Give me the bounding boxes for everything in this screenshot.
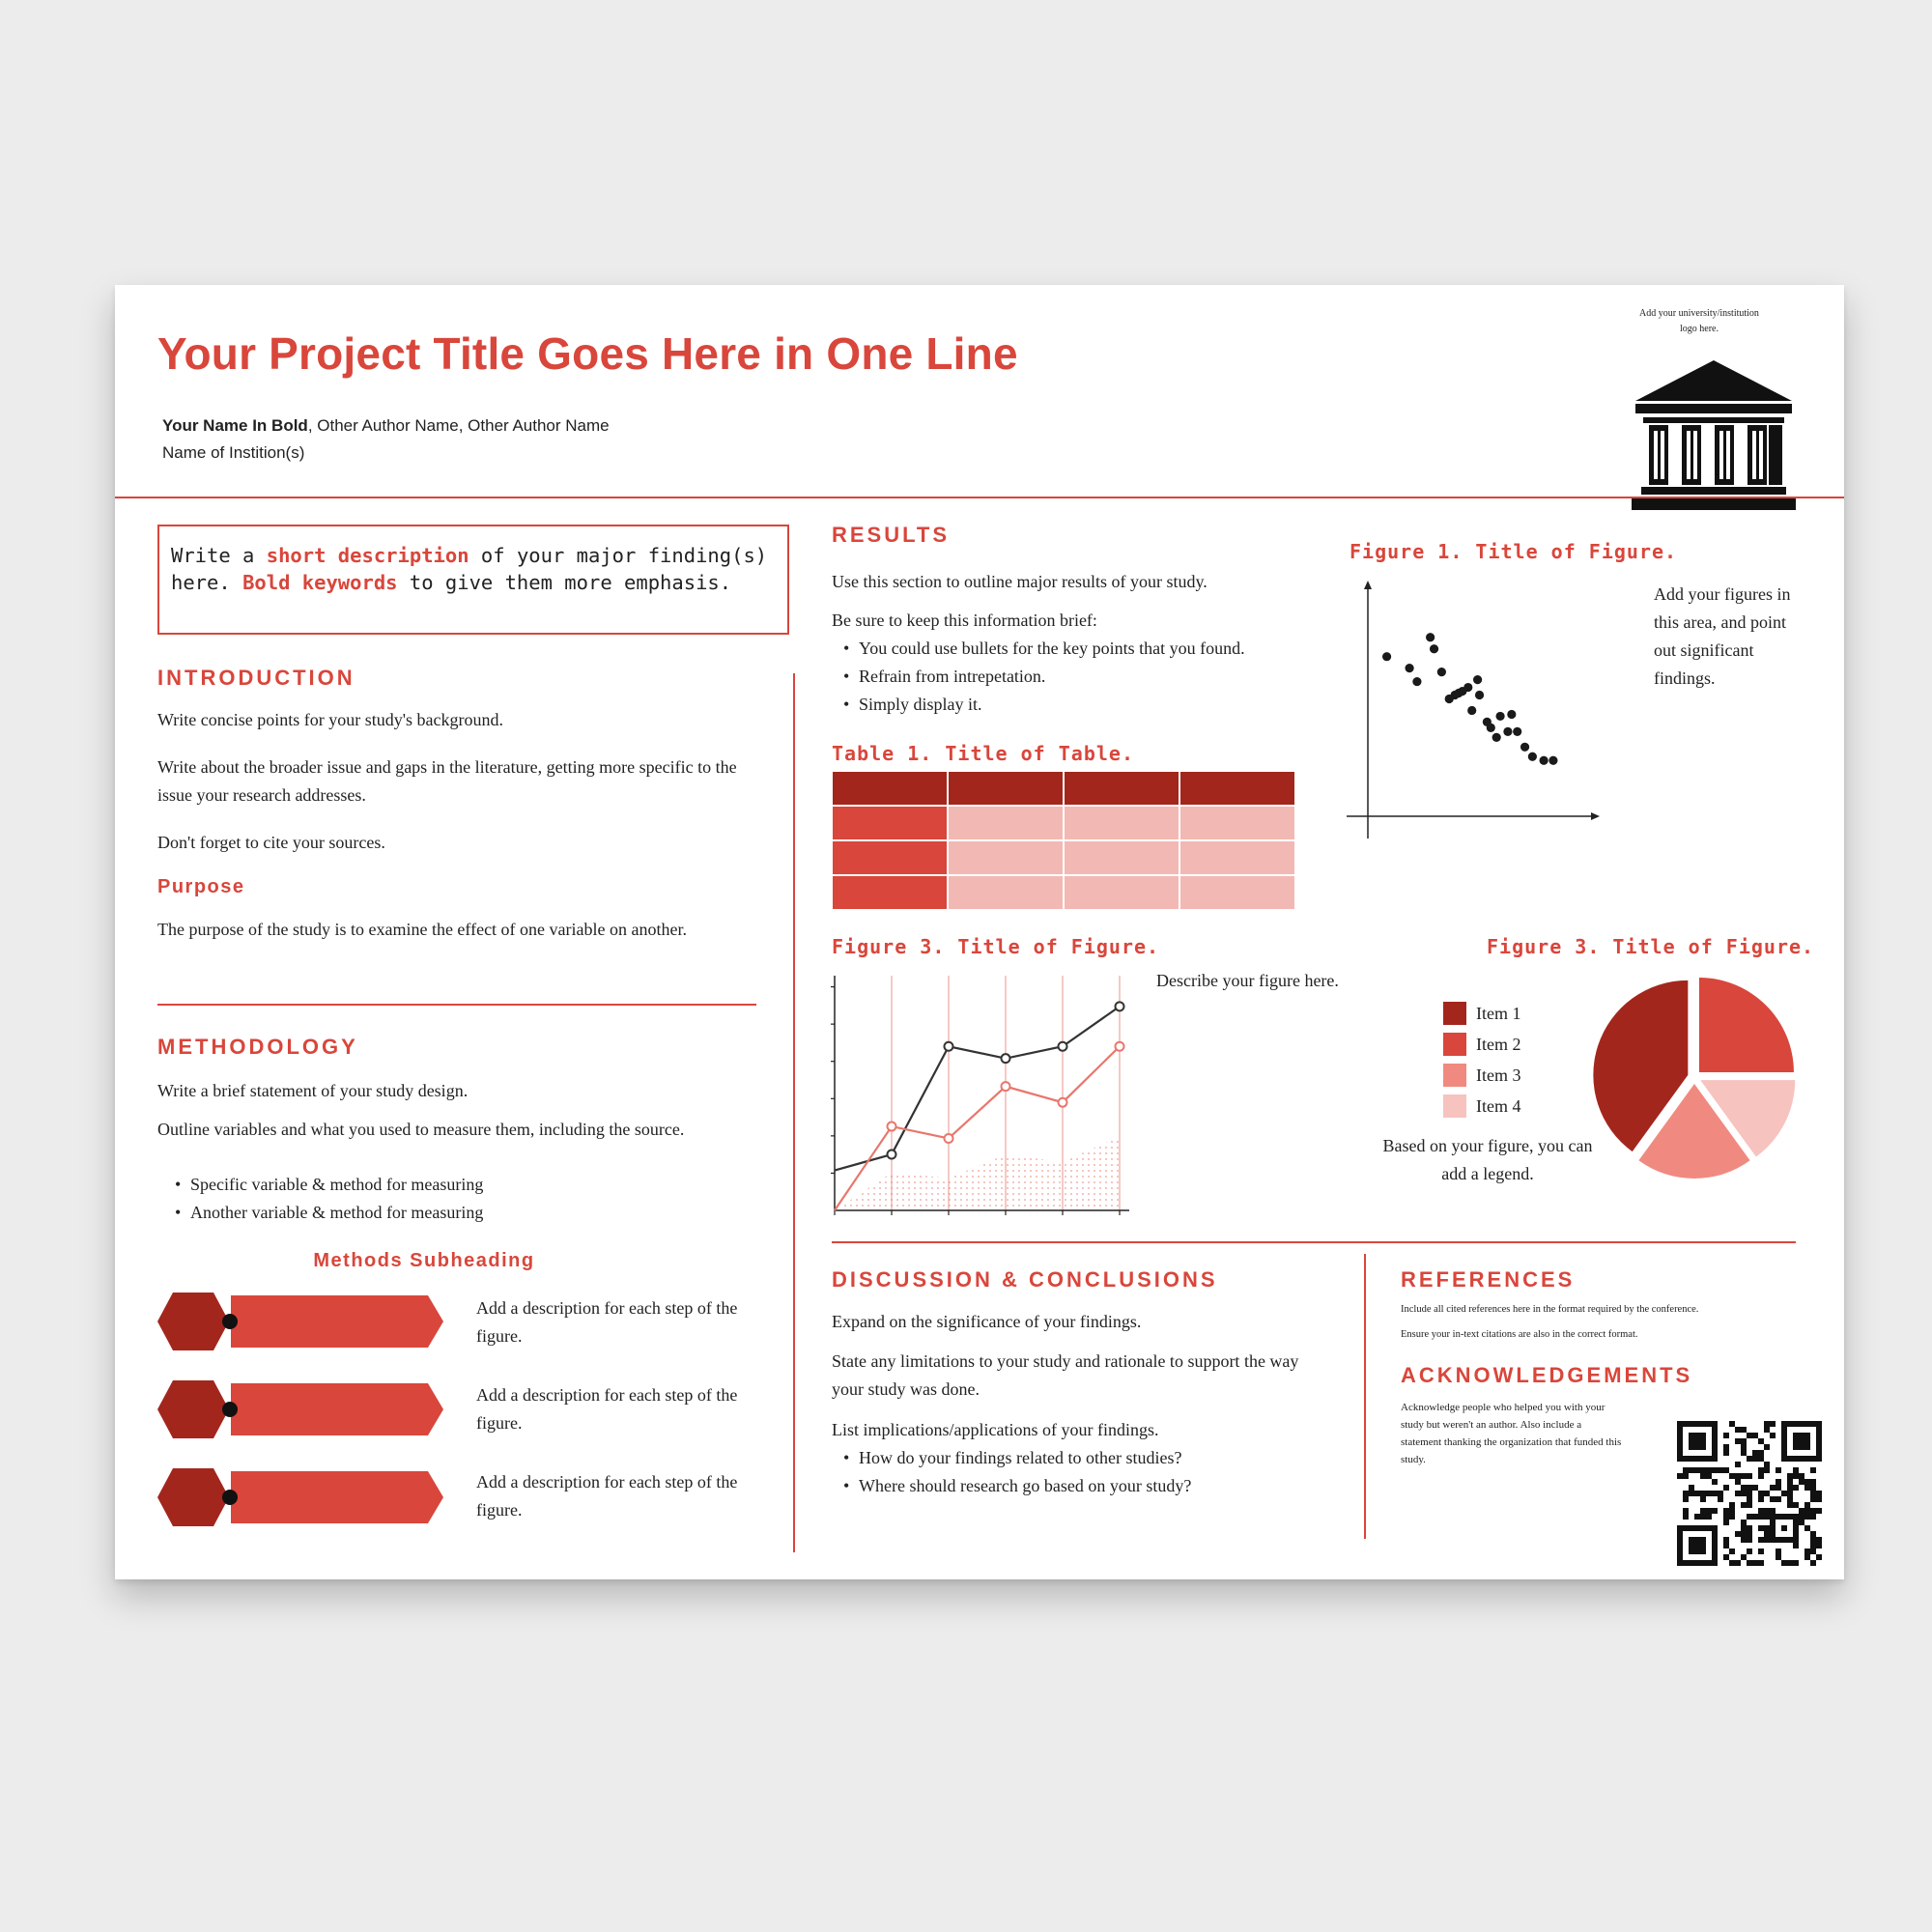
discussion-paragraph-2: State any limitations to your study and rationale to support the way your study was done. — [832, 1351, 1299, 1399]
line-point — [1002, 1054, 1010, 1063]
intro-paragraph-1: Write concise points for your study's background. — [157, 710, 503, 729]
legend-swatch — [1443, 1064, 1466, 1087]
references-paragraph-1: Include all cited references here in the format required by the conference. — [1401, 1304, 1699, 1315]
scatter-point — [1528, 753, 1537, 761]
key-finding-text-1: Write a — [171, 544, 267, 567]
table-row-header-cell — [832, 840, 948, 875]
discussion-bullet: • How do your findings related to other studies? — [859, 1444, 1191, 1472]
line-point — [1116, 1002, 1124, 1010]
key-finding-box — [157, 525, 789, 635]
other-authors: , Other Author Name, Other Author Name — [307, 416, 610, 435]
scatter-point — [1513, 727, 1521, 736]
scatter-point — [1487, 724, 1495, 732]
method-step-2-graphic — [157, 1378, 447, 1441]
table-header-cell — [948, 771, 1064, 806]
scatter-point — [1503, 727, 1512, 736]
scatter-point — [1463, 683, 1472, 692]
intro-divider — [157, 1004, 756, 1006]
methodology-paragraph-2: Outline variables and what you used to measure them, including the source. — [157, 1120, 685, 1139]
table-header-row — [832, 771, 1295, 806]
results-divider — [832, 1241, 1796, 1243]
table-row-header-cell — [832, 875, 948, 910]
line-point — [888, 1151, 896, 1159]
results-bullet: • Refrain from intrepetation. — [859, 663, 1245, 691]
discussion-divider — [1364, 1254, 1366, 1539]
left-column-divider — [793, 673, 795, 1552]
scatter-x-arrow — [1591, 812, 1600, 820]
key-finding-keyword-2: Bold keywords — [242, 571, 398, 594]
results-paragraph-2: Be sure to keep this information brief: — [832, 611, 1097, 630]
institution-building-icon — [1632, 357, 1796, 512]
primary-author: Your Name In Bold — [162, 416, 308, 435]
discussion-bullet: • Where should research go based on your study? — [859, 1472, 1191, 1500]
table-cell — [1064, 875, 1179, 910]
discussion-bullets — [826, 1444, 1191, 1500]
methodology-bullet: • Another variable & method for measuring — [190, 1199, 483, 1227]
key-finding-text-2: of your major finding(s) here. — [171, 544, 768, 594]
methodology-paragraph-1: Write a brief statement of your study design. — [157, 1081, 469, 1100]
method-step-1-graphic — [157, 1290, 447, 1353]
method-step-2-text: Add a description for each step of the figure. — [476, 1385, 738, 1433]
pie-legend — [1443, 998, 1521, 1122]
scatter-point — [1405, 664, 1413, 672]
table-header-cell — [1179, 771, 1295, 806]
scatter-point — [1495, 712, 1504, 721]
header-divider — [115, 497, 1844, 498]
figure3-pie-note: Based on your figure, you can add a legend. — [1382, 1136, 1593, 1183]
intro-paragraph-3: Don't forget to cite your sources. — [157, 833, 385, 852]
poster-title: Your Project Title Goes Here in One Line — [157, 328, 1018, 379]
scatter-point — [1467, 706, 1476, 715]
discussion-paragraph-3: List implications/applications of your findings. — [832, 1420, 1159, 1439]
references-heading: REFERENCES — [1401, 1267, 1576, 1292]
pie-legend-item — [1443, 1029, 1521, 1060]
line-point — [888, 1122, 896, 1131]
logo-note-line2: logo here. — [1680, 324, 1719, 334]
scatter-point — [1507, 710, 1516, 719]
table-header-cell — [1064, 771, 1179, 806]
table-cell — [948, 875, 1064, 910]
legend-swatch — [1443, 1033, 1466, 1056]
discussion-heading: DISCUSSION & CONCLUSIONS — [832, 1267, 1218, 1292]
pie-legend-item — [1443, 1091, 1521, 1122]
logo-note — [1603, 306, 1796, 337]
scatter-point — [1426, 633, 1435, 641]
key-finding-keyword-1: short description — [266, 544, 469, 567]
line-point — [1116, 1042, 1124, 1051]
table-header-cell — [832, 771, 948, 806]
intro-paragraph-2: Write about the broader issue and gaps in the literature, getting more specific to the issue your research addresses. — [157, 757, 737, 805]
scatter-point — [1382, 652, 1391, 661]
institution-name: Name of Instition(s) — [162, 443, 305, 462]
scatter-point — [1430, 644, 1438, 653]
logo-note-line1: Add your university/institution — [1639, 308, 1759, 319]
purpose-text: The purpose of the study is to examine the effect of one variable on another. — [157, 920, 687, 939]
poster — [115, 285, 1844, 1579]
figure1-note: Add your figures in this area, and point out significant findings. — [1654, 584, 1791, 688]
line-point — [945, 1134, 953, 1143]
methodology-heading: METHODOLOGY — [157, 1035, 358, 1059]
scatter-point — [1437, 668, 1446, 676]
author-list — [162, 416, 610, 436]
results-bullets — [826, 635, 1245, 719]
legend-swatch — [1443, 1002, 1466, 1025]
legend-label: Item 2 — [1476, 1034, 1521, 1054]
acknowledgements-heading: ACKNOWLEDGEMENTS — [1401, 1363, 1693, 1387]
method-step-3-graphic — [157, 1465, 447, 1529]
key-finding-text-3: to give them more emphasis. — [397, 571, 732, 594]
scatter-point — [1548, 756, 1557, 765]
table-cell — [1064, 806, 1179, 840]
scatter-point — [1520, 743, 1529, 752]
methods-subheading: Methods Subheading — [313, 1250, 535, 1271]
pie-legend-item — [1443, 998, 1521, 1029]
purpose-heading: Purpose — [157, 876, 245, 897]
line-point — [1059, 1042, 1067, 1051]
table-cell — [1064, 840, 1179, 875]
figure1-title: Figure 1. Title of Figure. — [1350, 540, 1678, 563]
qr-code-icon — [1677, 1421, 1822, 1566]
table-cell — [948, 806, 1064, 840]
line-point — [1002, 1082, 1010, 1091]
table-title: Table 1. Title of Table. — [832, 742, 1134, 765]
table-cell — [1179, 806, 1295, 840]
table-row — [832, 875, 1295, 910]
scatter-point — [1475, 691, 1484, 699]
table-row — [832, 840, 1295, 875]
scatter-y-arrow — [1364, 581, 1372, 589]
legend-label: Item 4 — [1476, 1095, 1521, 1116]
scatter-point — [1492, 733, 1501, 742]
figure3-line-title: Figure 3. Title of Figure. — [832, 935, 1160, 958]
pie-legend-item — [1443, 1060, 1521, 1091]
acknowledgements-text: Acknowledge people who helped you with your study but weren't an author. Also include a statement thanking the organization that funded this study. — [1401, 1402, 1622, 1465]
introduction-heading: INTRODUCTION — [157, 666, 355, 690]
scatter-point — [1412, 677, 1421, 686]
method-step-1-text: Add a description for each step of the figure. — [476, 1298, 738, 1346]
figure3-line-chart — [825, 971, 1144, 1222]
methodology-bullets — [157, 1171, 483, 1227]
methodology-bullet: • Specific variable & method for measuring — [190, 1171, 483, 1199]
table-row — [832, 806, 1295, 840]
discussion-paragraph-1: Expand on the significance of your findings. — [832, 1312, 1142, 1331]
scatter-point — [1540, 756, 1548, 765]
line-point — [945, 1042, 953, 1051]
figure3-pie-title: Figure 3. Title of Figure. — [1487, 935, 1815, 958]
legend-swatch — [1443, 1094, 1466, 1118]
references-paragraph-2: Ensure your in-text citations are also in the correct format. — [1401, 1329, 1638, 1340]
figure1-scatter-chart — [1342, 578, 1603, 853]
pie-slice-2 — [1699, 978, 1794, 1072]
legend-label: Item 1 — [1476, 1003, 1521, 1023]
table-cell — [1179, 840, 1295, 875]
line-point — [1059, 1098, 1067, 1107]
scatter-point — [1473, 675, 1482, 684]
results-table — [831, 770, 1296, 911]
results-bullet: • You could use bullets for the key points that you found. — [859, 635, 1245, 663]
legend-label: Item 3 — [1476, 1065, 1521, 1085]
figure3-pie-chart — [1588, 971, 1801, 1183]
method-step-3-text: Add a description for each step of the figure. — [476, 1472, 738, 1520]
results-bullet: • Simply display it. — [859, 691, 1245, 719]
table-cell — [948, 840, 1064, 875]
table-row-header-cell — [832, 806, 948, 840]
results-paragraph-1: Use this section to outline major results of your study. — [832, 572, 1208, 591]
table-cell — [1179, 875, 1295, 910]
results-heading: RESULTS — [832, 523, 951, 547]
figure3-line-note: Describe your figure here. — [1156, 971, 1339, 990]
